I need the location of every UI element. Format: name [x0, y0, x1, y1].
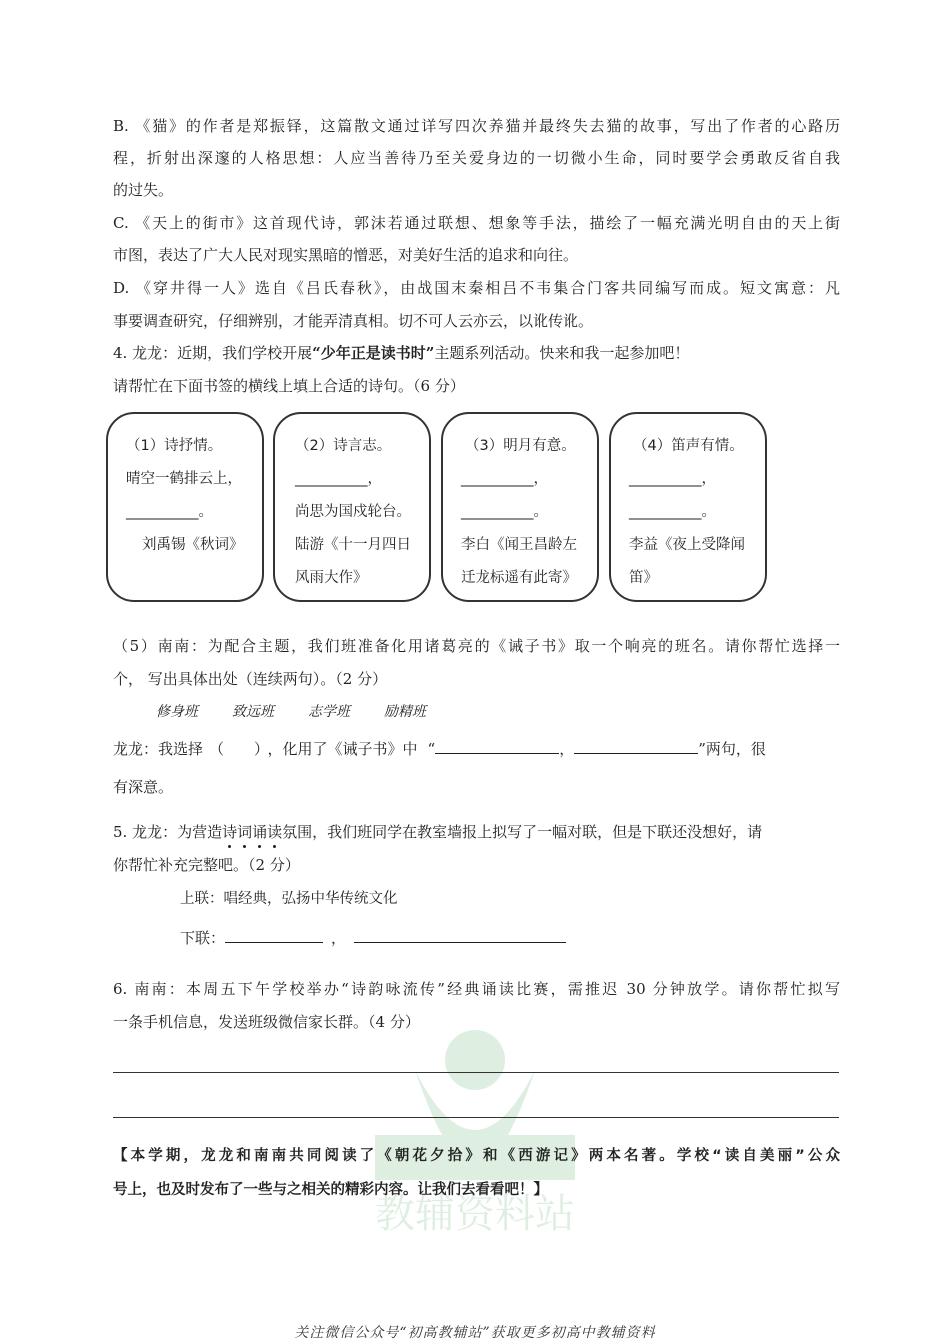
bookmark-line: （3）明月有意。: [465, 438, 576, 454]
bookmark-blank[interactable]: __________。: [461, 504, 548, 520]
option-c-line-2: 市图，表达了广大人民对现实黑暗的憎恶，对美好生活的追求和向往。: [113, 246, 579, 264]
q4-answer-end: 有深意。: [113, 778, 174, 796]
watermark-logo: [355, 1010, 595, 1240]
couplet-blank-2[interactable]: [354, 927, 566, 943]
answer-blank-2[interactable]: [574, 738, 698, 754]
option-b-line-2: 程，折射出深邃的人格思想：人应当善待乃至关爱身边的一切微小生命，同时要学会勇敢反省自我: [113, 149, 840, 167]
bookmark-2: [273, 412, 431, 602]
bookmark-source: 风雨大作》: [295, 570, 368, 586]
bookmark-source: 李益《夜上受降闻: [629, 537, 745, 553]
answer-rule-1[interactable]: [113, 1072, 839, 1073]
couplet-upper: 上联：唱经典，弘扬中华传统文化: [180, 891, 398, 907]
answer-blank-1[interactable]: [435, 738, 559, 754]
bookmark-line: （2）诗言志。: [295, 438, 392, 454]
emphasis-char: 诵: [252, 823, 268, 841]
bookmark-line: （1）诗抒情。: [126, 438, 223, 454]
option-b-line-1: B. 《猫》的作者是郑振铎，这篇散文通过详写四次养猫并最终失去猫的故事，写出了作者的心路历: [113, 117, 840, 135]
bookmark-line: 晴空一鹤排云上，: [126, 471, 242, 487]
bookmark-4: [609, 412, 767, 602]
bookmark-blank[interactable]: __________，: [295, 471, 382, 487]
couplet-lower-label: 下联：: [180, 929, 226, 947]
bookmark-blank[interactable]: __________，: [629, 471, 716, 487]
q4-intro-suffix: 主题系列活动。快来和我一起参加吧！: [434, 344, 690, 362]
emphasis-char: 读: [267, 823, 283, 841]
bookmark-blank[interactable]: __________。: [629, 504, 716, 520]
q4-intro-prefix: 4. 龙龙：近期，我们学校开展: [113, 344, 313, 362]
class-name-option[interactable]: 修身班: [156, 704, 198, 720]
q5-suffix: 氛围，我们班同学在教室墙报上拟写了一幅对联，但是下联还没想好，请: [282, 823, 763, 841]
option-d-line-1: D. 《穿井得一人》选自《吕氏春秋》，由战国末秦相吕不韦集合门客共同编写而成。短文寓意：凡: [113, 279, 840, 297]
q4-answer-line: [113, 738, 766, 759]
option-d-line-2: 事要调查研究，仔细辨别，才能弄清真相。切不可人云亦云，以讹传讹。: [113, 312, 594, 330]
class-name-option[interactable]: 志学班: [308, 704, 350, 720]
bookmark-blank[interactable]: __________，: [461, 471, 548, 487]
answer-choice-paren[interactable]: （ ）: [209, 740, 262, 758]
q4-theme: “少年正是读书时”: [312, 344, 435, 362]
answer-open-quote: “: [427, 740, 436, 758]
bookmark-1: [106, 412, 264, 602]
answer-mid: ，化用了《诫子书》中: [267, 740, 418, 758]
q4-intro: [113, 343, 689, 363]
class-name-option[interactable]: 致远班: [232, 704, 274, 720]
bookmark-source: 李白《闻王昌龄左: [461, 537, 577, 553]
bookmark-line: 尚思为国戍轮台。: [295, 504, 411, 520]
option-c-line-1: C. 《天上的街市》这首现代诗，郭沫若通过联想、想象等手法，描绘了一幅充满光明自由的天上街: [113, 214, 840, 232]
notice-line-2: 号上，也及时发布了一些与之相关的精彩内容。让我们去看看吧！】: [113, 1182, 548, 1198]
couplet-blank-1[interactable]: [225, 927, 323, 943]
class-name-option[interactable]: 励精班: [384, 704, 426, 720]
answer-prefix: 龙龙：我选择: [113, 740, 204, 758]
option-b-line-3: 的过失。: [113, 181, 174, 199]
bookmark-blank[interactable]: __________。: [126, 504, 213, 520]
couplet-comma: ，: [331, 929, 347, 947]
bookmark-source: 刘禹锡《秋词》: [142, 537, 244, 553]
couplet-lower: [180, 927, 566, 948]
answer-rule-2[interactable]: [113, 1117, 839, 1118]
bookmark-3: [441, 412, 599, 602]
q6-line-2: 一条手机信息，发送班级微信家长群。（4 分）: [113, 1013, 420, 1031]
q4-part5-line-1: （5）南南：为配合主题，我们班准备化用诸葛亮的《诫子书》取一个响亮的班名。请你帮忙选择一: [113, 637, 840, 655]
q5-line-2: 你帮忙补充完整吧。（2 分）: [113, 856, 300, 874]
q5-line-1: [113, 822, 840, 842]
notice-line-1: 【本学期，龙龙和南南共同阅读了《朝花夕拾》和《西游记》两本名著。学校“读自美丽”公众: [113, 1148, 840, 1164]
page-footer: 关注微信公众号“初高教辅站”获取更多初高中教辅资料: [294, 1325, 656, 1341]
q5-prefix: 5. 龙龙：为营造: [113, 823, 223, 841]
answer-close: ”两句，很: [698, 740, 766, 758]
emphasis-char: 诗: [222, 823, 238, 841]
bookmark-source: 陆游《十一月四日: [295, 537, 411, 553]
q6-line-1: 6. 南南：本周五下午学校举办“诗韵咏流传”经典诵读比赛，需推迟 30 分钟放学。请你帮忙拟写: [113, 980, 840, 998]
bookmark-source: 笛》: [629, 570, 658, 586]
emphasis-char: 词: [237, 823, 253, 841]
answer-comma: ，: [559, 740, 575, 758]
svg-text:教辅资料站: 教辅资料站: [375, 1191, 575, 1237]
bookmark-source: 迁龙标遥有此寄》: [461, 570, 577, 586]
bookmark-line: （4）笛声有情。: [633, 438, 744, 454]
q4-part5-line-2: 个， 写出具体出处（连续两句）。（2 分）: [113, 670, 388, 688]
q4-instruction: 请帮忙在下面书签的横线上填上合适的诗句。（6 分）: [113, 377, 465, 395]
class-name-options: [156, 702, 426, 722]
